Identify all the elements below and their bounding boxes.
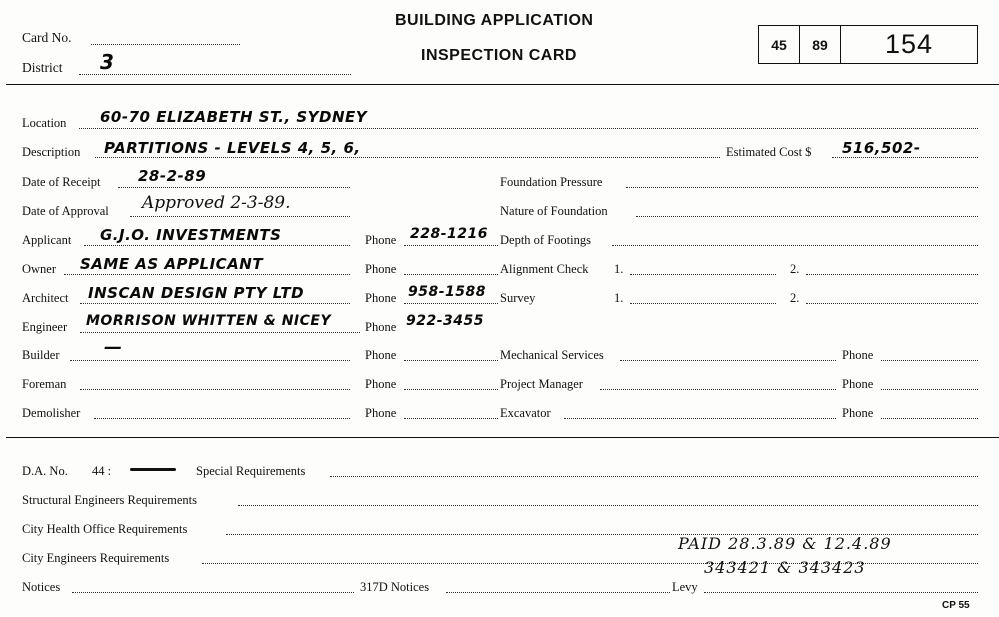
excavator-label: Excavator (500, 406, 551, 420)
architect-phone-value: 958-1588 (408, 284, 486, 300)
demolisher-line[interactable] (94, 418, 350, 419)
survey-num1: 1. (614, 291, 624, 305)
architect-phone-line[interactable] (404, 303, 498, 304)
mechanical-phone-line[interactable] (881, 360, 978, 361)
alignment-num1: 1. (614, 262, 624, 276)
location-value: 60-70 ELIZABETH ST., SYDNEY (100, 108, 368, 126)
demolisher-phone-label: Phone (365, 406, 397, 420)
excavator-line[interactable] (564, 418, 836, 419)
project-manager-phone-line[interactable] (881, 389, 978, 390)
district-value: 3 (100, 50, 115, 74)
survey-label: Survey (500, 291, 536, 305)
applicant-label: Applicant (22, 233, 72, 247)
estimated-cost-value: 516,502- (842, 139, 921, 157)
applicant-line[interactable] (84, 245, 350, 246)
foreman-phone-line[interactable] (404, 389, 498, 390)
date-approval-value: Approved 2-3-89. (142, 193, 291, 213)
builder-phone-line[interactable] (404, 360, 498, 361)
structural-line[interactable] (238, 505, 978, 506)
builder-line[interactable] (70, 360, 350, 361)
receipt-note: 343421 & 343423 (704, 558, 866, 577)
engineer-value: MORRISON WHITTEN & NICEY (86, 313, 332, 329)
demolisher-label: Demolisher (22, 406, 81, 420)
header-rule (6, 84, 999, 85)
location-line[interactable] (79, 128, 978, 129)
notices-317d-label: 317D Notices (360, 580, 430, 594)
owner-value: SAME AS APPLICANT (80, 255, 264, 273)
applicant-phone-line[interactable] (404, 245, 498, 246)
alignment-label: Alignment Check (500, 262, 589, 276)
owner-line[interactable] (64, 274, 350, 275)
foreman-line[interactable] (80, 389, 350, 390)
mechanical-phone-label: Phone (842, 348, 874, 362)
foreman-phone-label: Phone (365, 377, 397, 391)
depth-footings-label: Depth of Footings (500, 233, 591, 247)
nature-foundation-line[interactable] (636, 216, 978, 217)
card-number-box: 154 (840, 25, 978, 64)
alignment-num2: 2. (790, 262, 800, 276)
excavator-phone-label: Phone (842, 406, 874, 420)
project-manager-label: Project Manager (500, 377, 583, 391)
estimated-cost-label: Estimated Cost $ (726, 145, 812, 159)
middle-rule (6, 437, 999, 438)
card-no-line[interactable] (91, 44, 240, 45)
date-receipt-label: Date of Receipt (22, 175, 101, 189)
depth-footings-line[interactable] (612, 245, 978, 246)
description-label: Description (22, 145, 81, 159)
card-code-box-1: 45 (758, 25, 800, 64)
paid-note: PAID 28.3.89 & 12.4.89 (678, 534, 892, 553)
city-eng-label: City Engineers Requirements (22, 551, 170, 565)
builder-label: Builder (22, 348, 60, 362)
alignment-line-1[interactable] (630, 274, 776, 275)
mechanical-label: Mechanical Services (500, 348, 604, 362)
alignment-line-2[interactable] (806, 274, 978, 275)
structural-label: Structural Engineers Requirements (22, 493, 197, 507)
engineer-line[interactable] (80, 332, 360, 333)
engineer-label: Engineer (22, 320, 68, 334)
levy-label: Levy (672, 580, 698, 594)
card-code-box-2: 89 (799, 25, 841, 64)
architect-value: INSCAN DESIGN PTY LTD (88, 284, 305, 302)
owner-phone-line[interactable] (404, 274, 498, 275)
survey-line-2[interactable] (806, 303, 978, 304)
location-label: Location (22, 116, 67, 130)
notices-label: Notices (22, 580, 61, 594)
district-label: District (22, 60, 63, 75)
demolisher-phone-line[interactable] (404, 418, 498, 419)
foreman-label: Foreman (22, 377, 67, 391)
foundation-pressure-line[interactable] (626, 187, 978, 188)
builder-phone-label: Phone (365, 348, 397, 362)
date-approval-line[interactable] (130, 216, 350, 217)
project-manager-phone-label: Phone (842, 377, 874, 391)
engineer-phone-label: Phone (365, 320, 397, 334)
nature-foundation-label: Nature of Foundation (500, 204, 608, 218)
da-no-value: 44 : (92, 464, 112, 478)
survey-num2: 2. (790, 291, 800, 305)
estimated-cost-line[interactable] (832, 157, 978, 158)
title-line1: BUILDING APPLICATION (395, 12, 594, 29)
levy-line[interactable] (704, 592, 978, 593)
excavator-phone-line[interactable] (881, 418, 978, 419)
project-manager-line[interactable] (600, 389, 836, 390)
notices-line[interactable] (72, 592, 354, 593)
applicant-phone-value: 228-1216 (410, 226, 488, 242)
engineer-phone-value: 922-3455 (406, 313, 484, 329)
date-approval-label: Date of Approval (22, 204, 109, 218)
da-no-label: D.A. No. (22, 464, 68, 478)
builder-value: — (104, 337, 123, 358)
foundation-pressure-label: Foundation Pressure (500, 175, 603, 189)
mechanical-line[interactable] (620, 360, 836, 361)
architect-line[interactable] (80, 303, 350, 304)
district-line[interactable] (79, 74, 351, 75)
description-value: PARTITIONS - LEVELS 4, 5, 6, (104, 139, 361, 157)
owner-label: Owner (22, 262, 57, 276)
special-req-label: Special Requirements (196, 464, 306, 478)
description-line[interactable] (95, 157, 720, 158)
health-label: City Health Office Requirements (22, 522, 188, 536)
architect-label: Architect (22, 291, 69, 305)
special-req-line[interactable] (330, 476, 978, 477)
owner-phone-label: Phone (365, 262, 397, 276)
da-no-dash (130, 468, 176, 471)
applicant-value: G.J.O. INVESTMENTS (100, 226, 282, 244)
notices-317d-line[interactable] (446, 592, 670, 593)
applicant-phone-label: Phone (365, 233, 397, 247)
form-code: CP 55 (942, 600, 970, 611)
survey-line-1[interactable] (630, 303, 776, 304)
architect-phone-label: Phone (365, 291, 397, 305)
card-no-label: Card No. (22, 30, 72, 45)
title-line2: INSPECTION CARD (421, 47, 577, 64)
date-receipt-value: 28-2-89 (138, 167, 207, 185)
date-receipt-line[interactable] (118, 187, 350, 188)
